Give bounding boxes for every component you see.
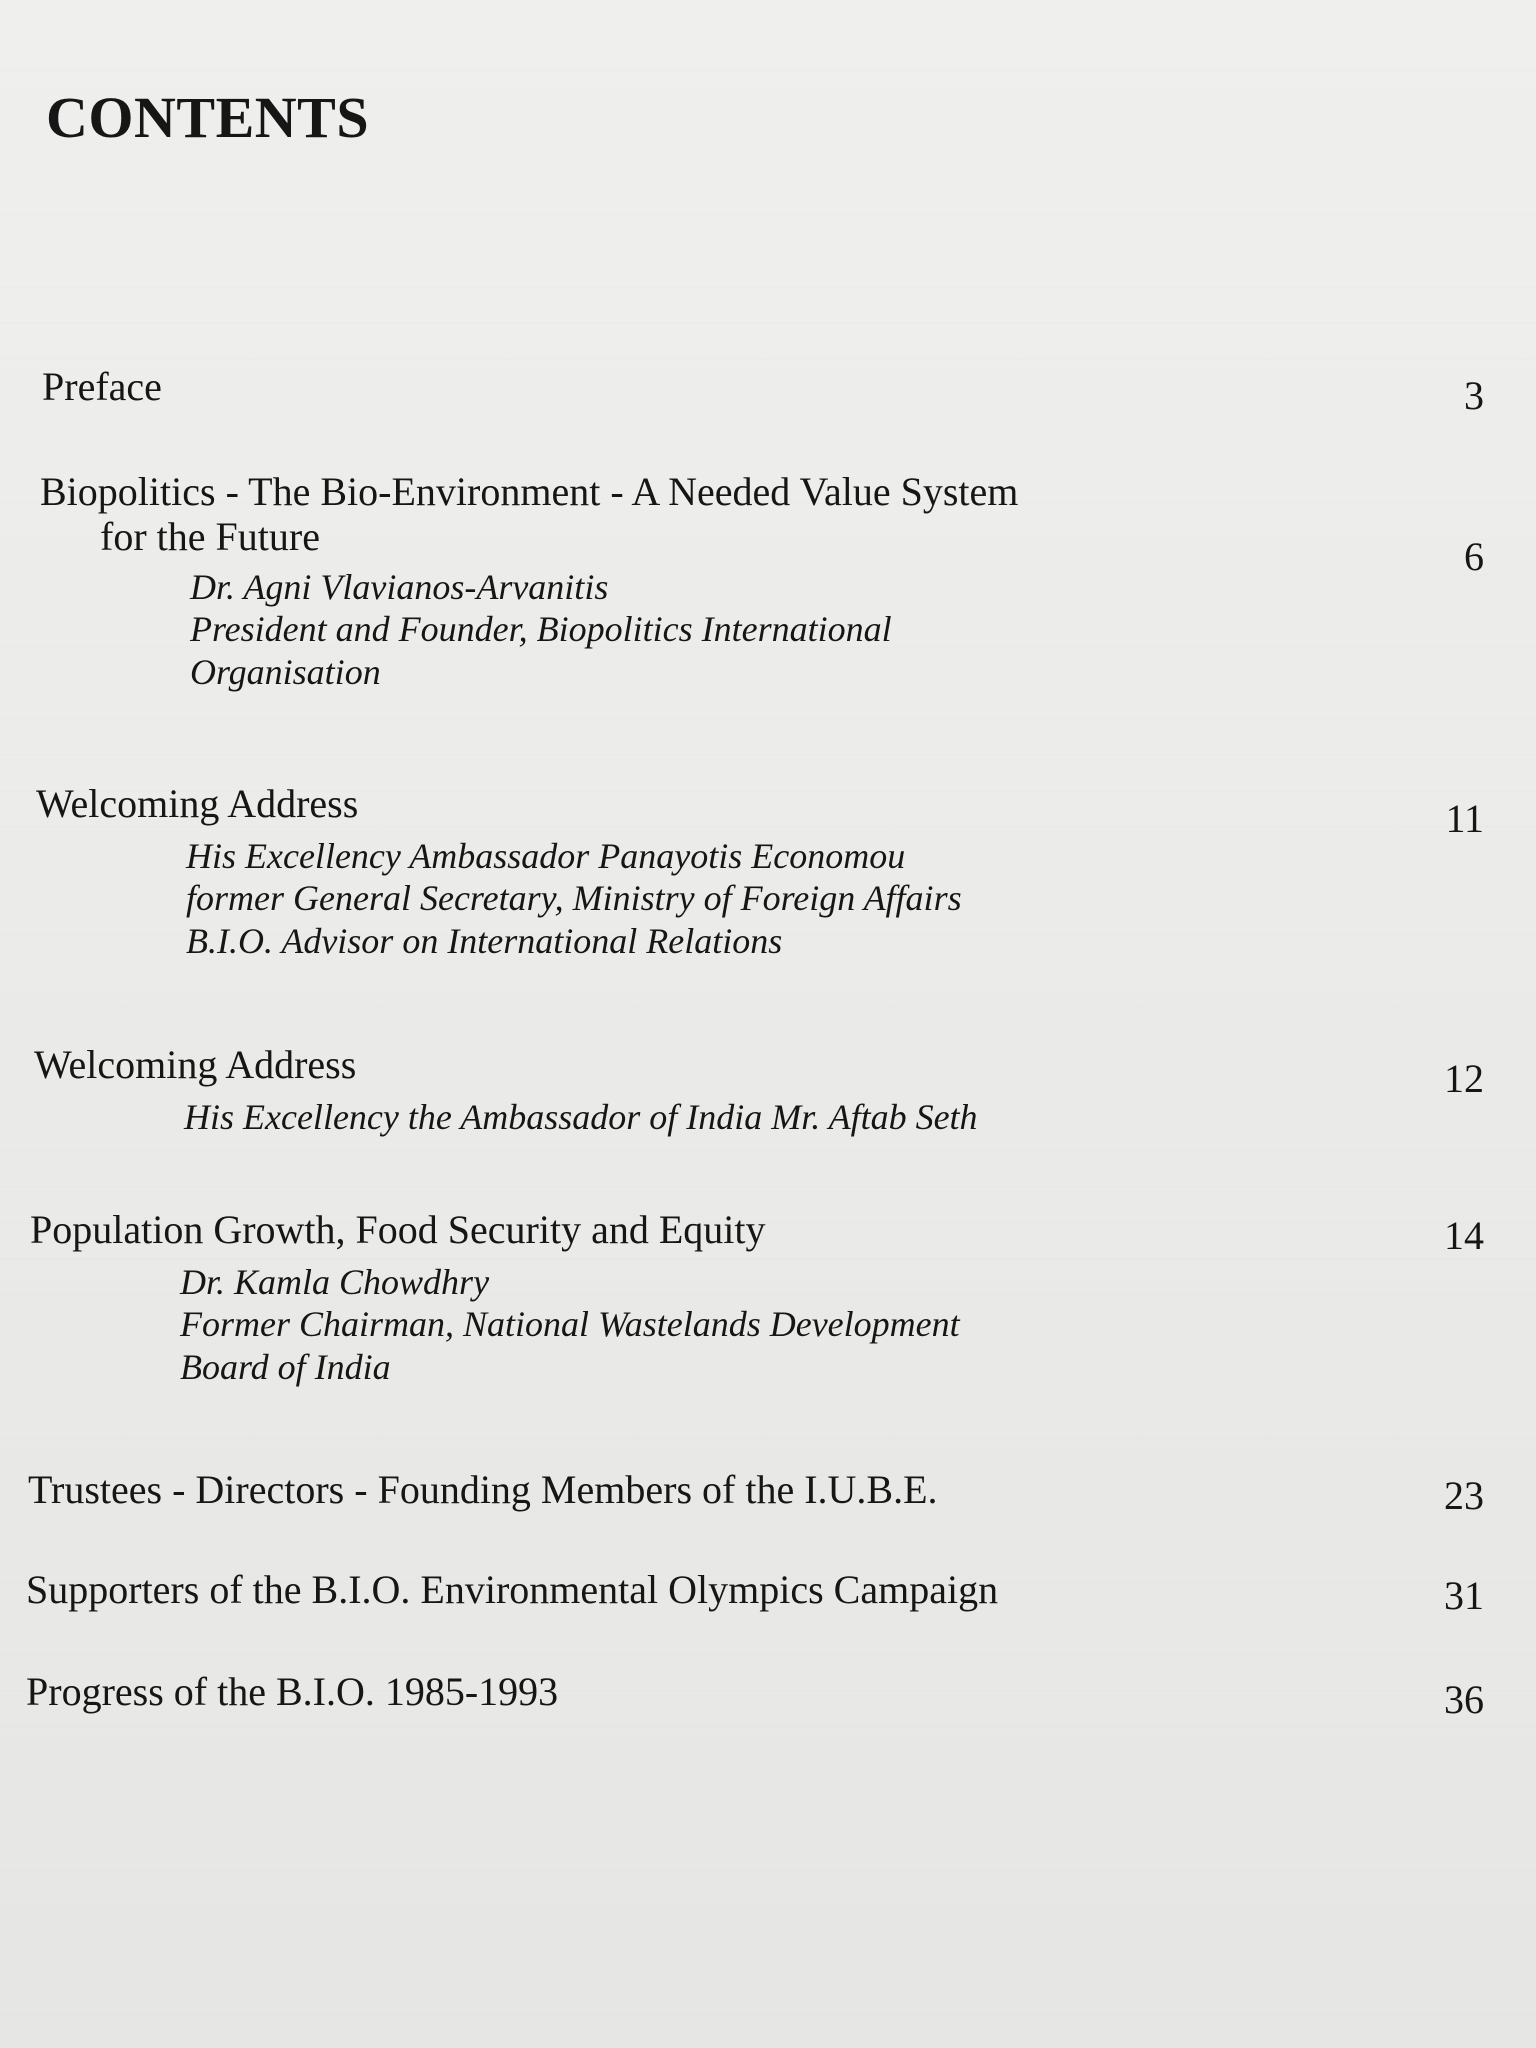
toc-entry-subtitle-line: B.I.O. Advisor on International Relations bbox=[186, 920, 783, 961]
toc-entry-subtitle-line: Dr. Agni Vlavianos-Arvanitis bbox=[190, 566, 609, 607]
toc-entry-supporters bbox=[26, 1568, 998, 1613]
toc-entry-welcoming-address-1 bbox=[36, 782, 962, 962]
toc-page-number: 6 bbox=[1464, 534, 1484, 579]
toc-entry-title: Biopolitics - The Bio-Environment - A Needed Value System bbox=[40, 469, 1019, 514]
toc-entry-welcoming-address-2 bbox=[34, 1043, 978, 1138]
toc-entry-title: Welcoming Address bbox=[36, 781, 359, 826]
toc-entry-title-continued: for the Future bbox=[100, 513, 320, 559]
toc-entry-subtitles bbox=[180, 1261, 960, 1388]
toc-entry-subtitle-line: former General Secretary, Ministry of Foreign Affairs bbox=[186, 878, 962, 919]
toc-page-number: 12 bbox=[1444, 1056, 1484, 1101]
toc-entry-subtitle-line: Dr. Kamla Chowdhry bbox=[180, 1261, 490, 1302]
toc-entry-subtitle-line: Organisation bbox=[190, 651, 381, 692]
toc-entry-progress bbox=[26, 1670, 558, 1715]
toc-page-number: 14 bbox=[1444, 1213, 1484, 1258]
toc-entry-subtitles bbox=[186, 835, 962, 962]
toc-entry-subtitle-line: Board of India bbox=[180, 1346, 391, 1387]
toc-entry-biopolitics bbox=[40, 470, 1018, 693]
toc-entry-subtitle-line: His Excellency the Ambassador of India Mr. Aftab Seth bbox=[184, 1096, 978, 1137]
toc-entry-title: Trustees - Directors - Founding Members of the I.U.B.E. bbox=[28, 1467, 938, 1512]
toc-entry-title: Population Growth, Food Security and Equity bbox=[30, 1207, 766, 1252]
contents-heading: CONTENTS bbox=[46, 85, 370, 150]
toc-entry-preface bbox=[42, 365, 162, 410]
toc-entry-title: Welcoming Address bbox=[34, 1042, 357, 1087]
toc-entry-subtitle-line: President and Founder, Biopolitics International bbox=[190, 609, 892, 650]
toc-entry-trustees bbox=[28, 1468, 938, 1513]
toc-entry-title: Preface bbox=[42, 364, 162, 409]
toc-page-number: 23 bbox=[1444, 1473, 1484, 1518]
toc-entry-title: Progress of the B.I.O. 1985-1993 bbox=[26, 1669, 559, 1714]
toc-page-number: 3 bbox=[1464, 373, 1484, 418]
toc-entry-subtitles bbox=[190, 566, 1018, 693]
toc-entry-title: Supporters of the B.I.O. Environmental Olympics Campaign bbox=[26, 1567, 999, 1612]
toc-page-number: 11 bbox=[1445, 796, 1484, 841]
toc-entry-subtitle-line: His Excellency Ambassador Panayotis Economou bbox=[186, 835, 906, 876]
toc-page-number: 31 bbox=[1444, 1573, 1484, 1618]
toc-entry-subtitles bbox=[184, 1096, 978, 1138]
toc-page-number: 36 bbox=[1444, 1677, 1484, 1722]
toc-entry-subtitle-line: Former Chairman, National Wastelands Development bbox=[180, 1304, 960, 1345]
toc-entry-population-growth bbox=[30, 1208, 960, 1388]
